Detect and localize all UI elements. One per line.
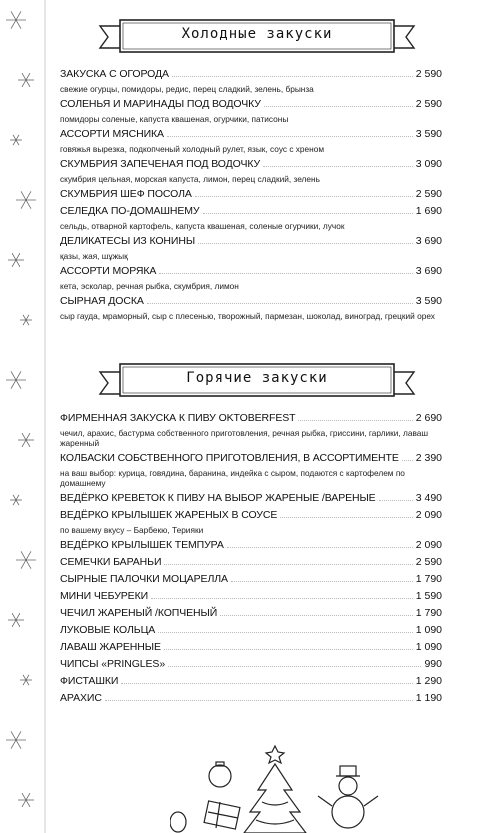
snowflake-icon xyxy=(18,793,34,807)
snowflake-icon xyxy=(16,191,36,208)
hot-appetizers-banner xyxy=(98,360,416,404)
snowflake-icon xyxy=(6,371,26,388)
dotted-leader xyxy=(264,106,413,107)
menu-item-price: 3 590 xyxy=(415,295,442,307)
ornament-icon xyxy=(209,762,231,787)
section-title: Холодные закуски xyxy=(181,26,333,42)
menu-item-name: ЧЕЧИЛ ЖАРЕНЫЙ /КОПЧЕНЫЙ xyxy=(60,607,218,619)
menu-item-name: ФИСТАШКИ xyxy=(60,675,119,687)
menu-item-price: 3 690 xyxy=(415,265,442,277)
menu-item-price: 1 090 xyxy=(415,624,442,636)
menu-item xyxy=(60,556,442,573)
menu-item-name: АРАХИС xyxy=(60,692,102,704)
menu-item-name: ФИРМЕННАЯ ЗАКУСКА К ПИВУ OKTOBERFEST xyxy=(60,412,296,424)
menu-item-description: чечил, арахис, бастурма собственного приготовления, речная рыбка, гриссини, гарлики, лаваш жаренный xyxy=(60,428,429,448)
gift-box-icon xyxy=(204,801,240,829)
dotted-leader xyxy=(105,700,413,701)
menu-item-name: ЧИПСЫ «PRINGLES» xyxy=(60,658,166,670)
menu-item xyxy=(60,590,442,607)
menu-item xyxy=(60,692,442,709)
menu-item xyxy=(60,158,442,184)
menu-item-name: ВЕДЁРКО КРЫЛЫШЕК ЖАРЕНЫХ В СОУСЕ xyxy=(60,509,278,521)
section-title: Горячие закуски xyxy=(186,370,328,386)
menu-item-price: 2 390 xyxy=(415,452,442,464)
menu-item-name: СЫРНЫЕ ПАЛОЧКИ МОЦАРЕЛЛА xyxy=(60,573,228,585)
menu-item xyxy=(60,235,442,261)
snowflake-icon xyxy=(8,253,24,267)
menu-item xyxy=(60,128,442,154)
cold-appetizers-banner xyxy=(98,16,416,60)
snowflake-icon xyxy=(20,315,32,325)
menu-item-price: 2 590 xyxy=(415,556,442,568)
hot-appetizers-list xyxy=(60,412,442,709)
snowflake-border-decoration xyxy=(0,0,48,833)
dotted-leader xyxy=(263,166,413,167)
dotted-leader xyxy=(379,500,413,501)
menu-item-price: 1 290 xyxy=(415,675,442,687)
menu-item-price: 2 090 xyxy=(415,509,442,521)
menu-item xyxy=(60,641,442,658)
dotted-leader xyxy=(195,196,413,197)
menu-item-price: 3 490 xyxy=(415,492,442,504)
menu-item xyxy=(60,452,442,488)
dotted-leader xyxy=(159,273,412,274)
menu-item-description: говяжья вырезка, подкопченый холодный рулет, язык, соус с хреном xyxy=(60,144,325,154)
menu-item-name: ЛАВАШ ЖАРЕННЫЕ xyxy=(60,641,161,653)
menu-item-name: СЫРНАЯ ДОСКА xyxy=(60,295,144,307)
menu-item-price: 2 590 xyxy=(415,98,442,110)
menu-item-description: по вашему вкусу – Барбекю, Терияки xyxy=(60,525,204,535)
menu-item xyxy=(60,205,442,231)
snowflake-icon xyxy=(18,73,34,87)
menu-item-description: скумбрия цельная, морская капуста, лимон, перец сладкий, зелень xyxy=(60,174,320,184)
menu-item-name: СОЛЕНЬЯ И МАРИНАДЫ ПОД ВОДОЧКУ xyxy=(60,98,261,110)
menu-item-price: 1 590 xyxy=(415,590,442,602)
menu-item xyxy=(60,492,442,509)
menu-item xyxy=(60,68,442,94)
menu-item-price: 2 590 xyxy=(415,68,442,80)
menu-item-name: ЛУКОВЫЕ КОЛЬЦА xyxy=(60,624,156,636)
dotted-leader xyxy=(203,213,413,214)
cold-appetizers-list xyxy=(60,68,442,325)
snowflake-icon xyxy=(10,495,22,505)
snowflake-icon xyxy=(10,135,22,145)
dotted-leader xyxy=(280,517,412,518)
menu-item xyxy=(60,412,442,448)
menu-item-name: СКУМБРИЯ ЗАПЕЧЕНАЯ ПОД ВОДОЧКУ xyxy=(60,158,261,170)
snowflake-icon xyxy=(18,433,34,447)
menu-item-price: 2 690 xyxy=(415,412,442,424)
dotted-leader xyxy=(168,666,421,667)
dotted-leader xyxy=(402,460,413,461)
menu-item xyxy=(60,607,442,624)
menu-item xyxy=(60,573,442,590)
menu-item-description: свежие огурцы, помидоры, редис, перец сладкий, зелень, брынза xyxy=(60,84,314,94)
snowflake-icon xyxy=(8,613,24,627)
menu-item-description: на ваш выбор: курица, говядина, баранина, индейка с сыром, подаются с картофелем по домашнему xyxy=(60,468,405,488)
menu-item xyxy=(60,675,442,692)
menu-item-name: ВЕДЁРКО КРЕВЕТОК К ПИВУ НА ВЫБОР ЖАРЕНЫЕ /ВАРЕНЫЕ xyxy=(60,492,376,504)
snowflake-icon xyxy=(6,731,26,748)
menu-item-description: қазы, жая, шұжық xyxy=(60,251,128,261)
dotted-leader xyxy=(298,420,412,421)
menu-item xyxy=(60,188,442,205)
snowman-icon xyxy=(318,766,378,828)
christmas-tree-icon xyxy=(244,746,306,833)
menu-item xyxy=(60,295,442,321)
dotted-leader xyxy=(198,243,413,244)
dotted-leader xyxy=(158,632,413,633)
menu-item-price: 1 690 xyxy=(415,205,442,217)
menu-item-name: СКУМБРИЯ ШЕФ ПОСОЛА xyxy=(60,188,192,200)
menu-item-name: ВЕДЁРКО КРЫЛЫШЕК ТЕМПУРА xyxy=(60,539,224,551)
menu-item-price: 1 190 xyxy=(415,692,442,704)
menu-item-price: 2 590 xyxy=(415,188,442,200)
snowflake-icon xyxy=(6,11,26,28)
menu-item-price: 1 790 xyxy=(415,607,442,619)
christmas-decoration-illustration xyxy=(170,742,490,833)
menu-item xyxy=(60,98,442,124)
menu-item-name: СЕМЕЧКИ БАРАНЬИ xyxy=(60,556,162,568)
dotted-leader xyxy=(227,547,413,548)
menu-item-description: сельдь, отварной картофель, капуста квашеная, соленые огурчики, лучок xyxy=(60,221,345,231)
menu-item-price: 2 090 xyxy=(415,539,442,551)
menu-item-name: АССОРТИ МОРЯКА xyxy=(60,265,157,277)
menu-item-name: СЕЛЕДКА ПО-ДОМАШНЕМУ xyxy=(60,205,200,217)
dotted-leader xyxy=(151,598,413,599)
dotted-leader xyxy=(231,581,413,582)
menu-item xyxy=(60,509,442,535)
dotted-leader xyxy=(220,615,413,616)
menu-item-price: 990 xyxy=(424,658,442,670)
menu-item-description: помидоры соленые, капуста квашеная, огурчики, патисоны xyxy=(60,114,289,124)
menu-item xyxy=(60,658,442,675)
menu-item-price: 3 590 xyxy=(415,128,442,140)
menu-item-price: 3 090 xyxy=(415,158,442,170)
menu-item-name: КОЛБАСКИ СОБСТВЕННОГО ПРИГОТОВЛЕНИЯ, В АССОРТИМЕНТЕ xyxy=(60,452,399,464)
dotted-leader xyxy=(147,303,413,304)
snowflake-icon xyxy=(20,675,32,685)
menu-item-description: сыр гауда, мраморный, сыр с плесенью, творожный, пармезан, шоколад, виноград, грецкий орех xyxy=(60,311,435,321)
dotted-leader xyxy=(164,649,413,650)
pine-cone-icon xyxy=(170,812,186,832)
menu-item xyxy=(60,624,442,641)
dotted-leader xyxy=(172,76,413,77)
dotted-leader xyxy=(167,136,413,137)
menu-item xyxy=(60,539,442,556)
dotted-leader xyxy=(164,564,412,565)
dotted-leader xyxy=(121,683,412,684)
menu-item-name: МИНИ ЧЕБУРЕКИ xyxy=(60,590,149,602)
menu-item-description: кета, эсколар, речная рыбка, скумбрия, лимон xyxy=(60,281,239,291)
menu-item xyxy=(60,265,442,291)
menu-item-price: 3 690 xyxy=(415,235,442,247)
snowflake-icon xyxy=(16,551,36,568)
menu-item-price: 1 090 xyxy=(415,641,442,653)
menu-item-name: АССОРТИ МЯСНИКА xyxy=(60,128,164,140)
menu-item-name: ЗАКУСКА С ОГОРОДА xyxy=(60,68,169,80)
menu-item-name: ДЕЛИКАТЕСЫ ИЗ КОНИНЫ xyxy=(60,235,196,247)
menu-item-price: 1 790 xyxy=(415,573,442,585)
